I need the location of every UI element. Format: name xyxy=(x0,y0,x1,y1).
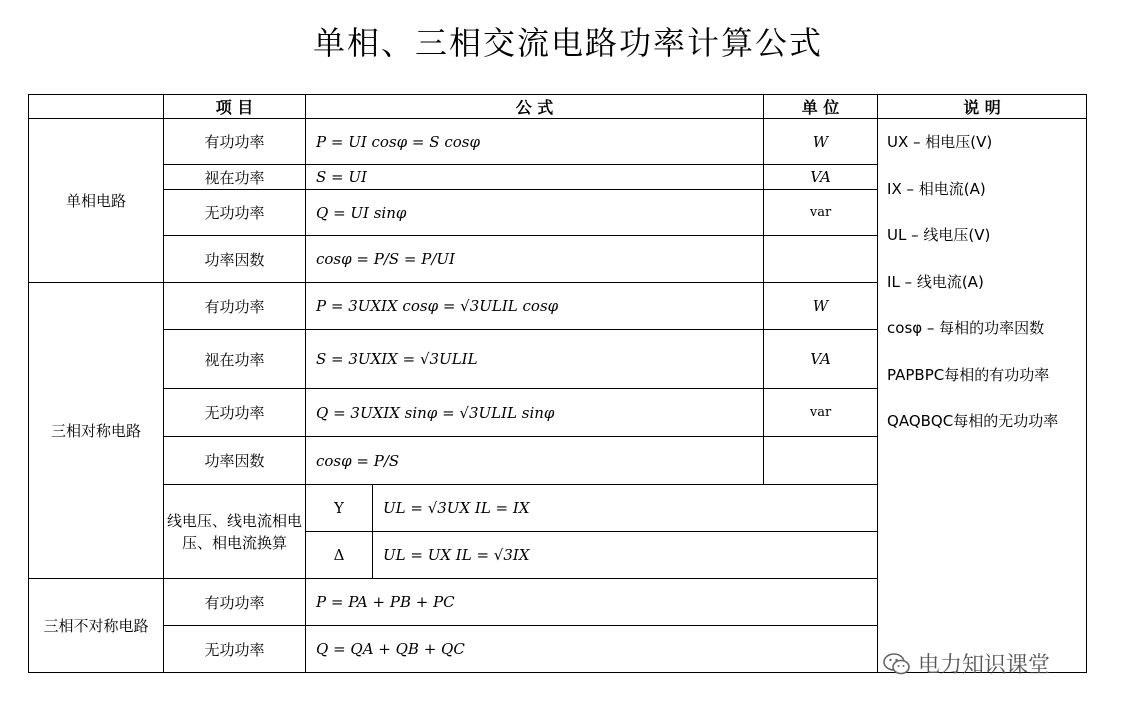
watermark xyxy=(882,648,1050,679)
table-row xyxy=(29,119,1087,165)
header-formula: 公 式 xyxy=(306,95,764,119)
item-cell: 无功功率 xyxy=(164,389,306,437)
note-item: IX – 相电流(A) xyxy=(887,179,986,198)
item-cell: 视在功率 xyxy=(164,330,306,389)
delta-formula: UL = UX IL = √3IX xyxy=(373,532,878,579)
item-cell: 有功功率 xyxy=(164,579,306,626)
delta-symbol: Δ xyxy=(306,532,373,579)
unit-cell xyxy=(764,437,878,485)
header-row xyxy=(29,95,1087,119)
item-cell: 视在功率 xyxy=(164,165,306,190)
item-cell: 有功功率 xyxy=(164,283,306,330)
group-three-phase-asymmetric: 三相不对称电路 xyxy=(29,579,164,673)
note-item: UX – 相电压(V) xyxy=(887,133,993,151)
page-title: 单相、三相交流电路功率计算公式 xyxy=(312,24,823,62)
notes-cell xyxy=(878,119,1087,673)
formula-cell: cosφ = P/S xyxy=(306,437,764,485)
item-cell: 无功功率 xyxy=(164,190,306,236)
star-symbol: Y xyxy=(306,485,373,532)
formula-cell: Q = 3UXIX sinφ = √3ULIL sinφ xyxy=(306,389,764,437)
unit-cell: VA xyxy=(764,165,878,190)
note-item: IL – 线电流(A) xyxy=(887,272,984,291)
conversion-item-cell: 线电压、线电流相电压、相电流换算 xyxy=(164,485,306,579)
star-formula: UL = √3UX IL = IX xyxy=(373,485,878,532)
watermark-text: 电力知识课堂 xyxy=(918,653,1051,678)
note-item: QAQBQC每相的无功功率 xyxy=(887,412,1059,430)
unit-cell: W xyxy=(764,119,878,165)
formula-cell: Q = UI sinφ xyxy=(306,190,764,236)
unit-cell xyxy=(764,236,878,283)
formula-cell: P = UI cosφ = S cosφ xyxy=(306,119,764,165)
note-item: cosφ – 每相的功率因数 xyxy=(887,319,1045,337)
formula-cell: P = PA + PB + PC xyxy=(306,579,878,626)
header-item: 项 目 xyxy=(164,95,306,119)
formula-table xyxy=(28,94,1087,673)
item-cell: 无功功率 xyxy=(164,626,306,673)
formula-cell: P = 3UXIX cosφ = √3ULIL cosφ xyxy=(306,283,764,330)
unit-cell: var xyxy=(764,389,878,437)
note-item: PAPBPC每相的有功功率 xyxy=(887,365,1050,384)
unit-cell: W xyxy=(764,283,878,330)
header-notes: 说 明 xyxy=(878,95,1087,119)
formula-cell: S = UI xyxy=(306,165,764,190)
item-cell: 功率因数 xyxy=(164,437,306,485)
formula-cell: cosφ = P/S = P/UI xyxy=(306,236,764,283)
item-cell: 功率因数 xyxy=(164,236,306,283)
item-cell: 有功功率 xyxy=(164,119,306,165)
formula-cell: S = 3UXIX = √3ULIL xyxy=(306,330,764,389)
header-unit: 单 位 xyxy=(764,95,878,119)
formula-cell: Q = QA + QB + QC xyxy=(306,626,878,673)
wechat-icon xyxy=(882,651,912,677)
unit-cell: VA xyxy=(764,330,878,389)
unit-cell: var xyxy=(764,190,878,236)
group-single-phase: 单相电路 xyxy=(29,119,164,283)
group-three-phase-symmetric: 三相对称电路 xyxy=(29,283,164,579)
note-item: UL – 线电压(V) xyxy=(887,226,991,244)
